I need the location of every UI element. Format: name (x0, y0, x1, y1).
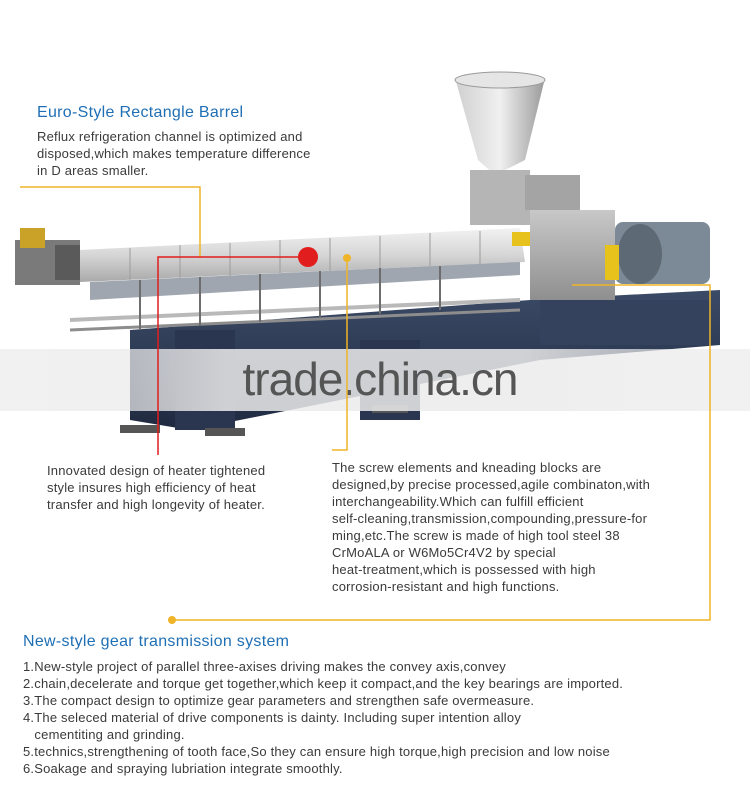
screw-line: The screw elements and kneading blocks are (332, 460, 602, 475)
screw-line: designed,by precise processed,agile combinaton,with (332, 477, 651, 492)
barrel-line: Reflux refrigeration channel is optimized and (37, 129, 303, 144)
heater-marker-dot (298, 247, 318, 267)
screw-line: heat-treatment,which is possessed with high (332, 562, 596, 577)
list-item: 2.chain,decelerate and torque get together,which keep it compact,and the key bearings are imported. (23, 676, 624, 691)
screw-line: ming,etc.The screw is made of high tool steel 38 (332, 528, 620, 543)
heater-description (47, 462, 265, 513)
heater-line: Innovated design of heater tightened (47, 463, 266, 478)
list-item: 6.Soakage and spraying lubriation integrate smoothly. (23, 761, 343, 776)
barrel-callout-line (20, 187, 200, 258)
gear-feature-list (23, 658, 623, 777)
barrel-line: disposed,which makes temperature difference (37, 146, 311, 161)
list-item: 1.New-style project of parallel three-axises driving makes the convey axis,convey (23, 659, 506, 674)
list-item: cementiting and grinding. (23, 727, 185, 742)
heater-line: transfer and high longevity of heater. (47, 497, 265, 512)
heater-line: style insures high efficiency of heat (47, 480, 256, 495)
list-item: 5.technics,strengthening of tooth face,So they can ensure high torque,high precision and low noise (23, 744, 610, 759)
list-item: 4.The seleced material of drive components is dainty. Including super intention alloy (23, 710, 522, 725)
gear-marker-dot (168, 616, 176, 624)
screw-line: self-cleaning,transmission,compounding,pressure-for (332, 511, 648, 526)
screw-line: CrMoALA or W6Mo5Cr4V2 by special (332, 545, 556, 560)
screw-callout-line (332, 258, 347, 450)
barrel-line: in D areas smaller. (37, 163, 149, 178)
barrel-description (37, 128, 311, 179)
screw-marker-dot (343, 254, 351, 262)
screw-description (332, 459, 650, 595)
heater-callout-line (158, 257, 308, 455)
screw-line: corrosion-resistant and high functions. (332, 579, 560, 594)
barrel-heading: Euro-Style Rectangle Barrel (37, 104, 244, 121)
gear-heading: New-style gear transmission system (23, 633, 290, 650)
watermark-text: trade.china.cn (242, 353, 518, 405)
list-item: 3.The compact design to optimize gear parameters and strengthen safe overmeasure. (23, 693, 535, 708)
screw-line: interchangeability.Which can fulfill efficient (332, 494, 584, 509)
